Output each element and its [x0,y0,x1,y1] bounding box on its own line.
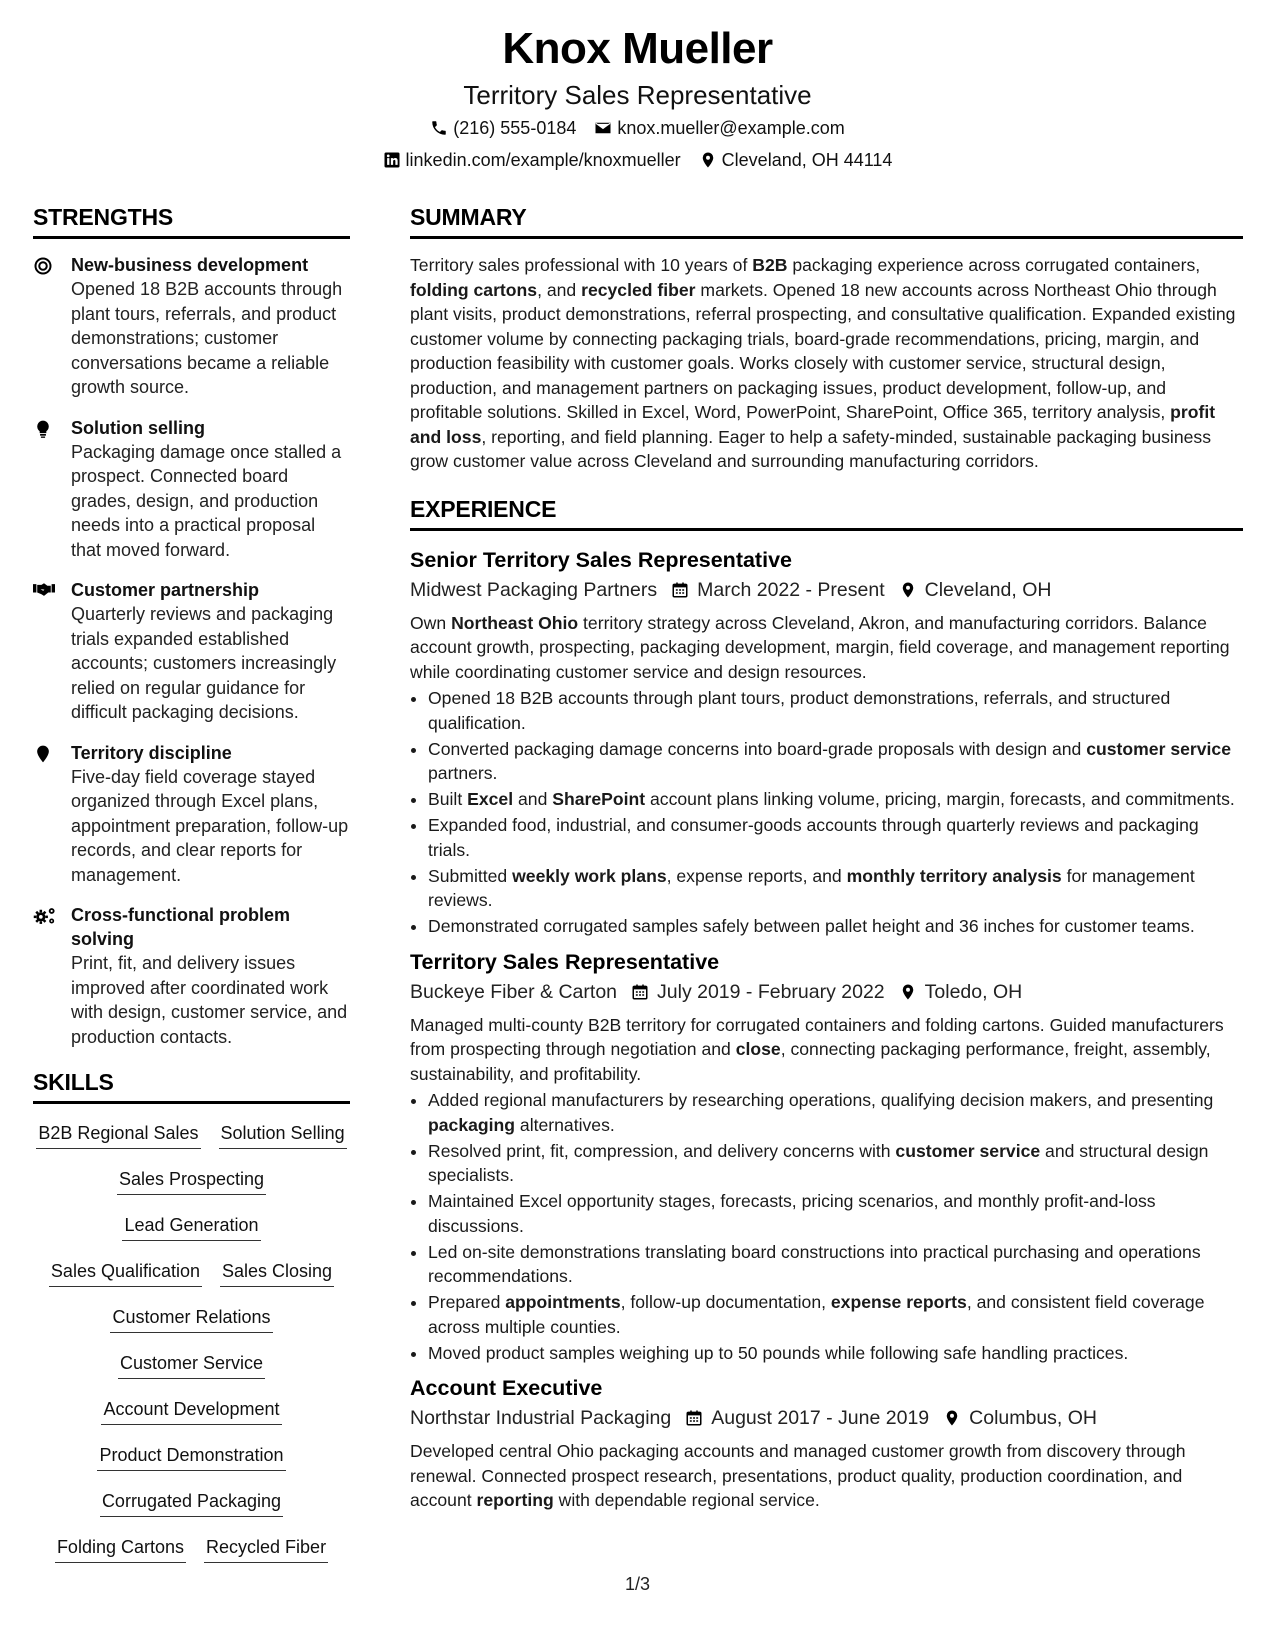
bullet-item [428,1240,1243,1289]
skill-tag: Customer Service [118,1350,265,1379]
bullet-item [428,864,1243,913]
strength-description: Quarterly reviews and packaging trials expanded established accounts; customers increasingly relied on regular guidance for difficult packaging decisions. [71,604,337,722]
skill-tag: Customer Relations [110,1304,272,1333]
job-description [410,611,1243,685]
text-segment: Maintained Excel opportunity stages, forecasts, pricing scenarios, and monthly profit-and-loss discussions. [428,1191,1156,1236]
experience-entry [410,545,1243,939]
text-segment: alternatives. [515,1114,615,1135]
bold-text: folding cartons [410,279,538,300]
text-segment: account plans linking volume, pricing, margin, forecasts, and commitments. [645,789,1235,809]
text-segment: , and [537,279,582,300]
text-segment: Submitted [428,865,513,886]
skills-row [33,1396,350,1442]
skill-tag: Folding Cartons [55,1534,186,1563]
bullet-item [428,787,1243,812]
linkedin-text: linkedin.com/example/knoxmueller [405,150,681,170]
text-segment: Moved product samples weighing up to 50 pounds while following safe handling practices. [428,1342,1129,1363]
job-dates: August 2017 - June 2019 [711,1407,930,1429]
skill-tag: Corrugated Packaging [100,1488,283,1517]
strength-title: Territory discipline [71,742,232,763]
skills-row [33,1350,350,1396]
text-segment: Converted packaging damage concerns into board-grade proposals with design and [428,738,1087,759]
text-segment: and [513,789,553,809]
strength-title: Cross-functional problem solving [71,905,291,949]
candidate-title: Territory Sales Representative [463,80,812,110]
strengths-list [33,253,350,1049]
skills-row [33,1488,350,1534]
job-meta [410,1403,1243,1433]
bold-text: appointments [505,1292,621,1312]
bold-text: close [735,1039,781,1059]
strength-item [33,253,350,400]
text-segment: Prepared [428,1292,506,1312]
experience-list [410,545,1243,1513]
phone-text: (216) 555-0184 [453,118,577,138]
text-segment: Own [410,612,452,633]
strength-description: Print, fit, and delivery issues improved after coordinated work with design, customer service, and production contacts. [71,953,348,1047]
bold-text: customer service [895,1140,1041,1161]
job-dates: July 2019 - February 2022 [657,980,885,1003]
text-segment: Demonstrated corrugated samples safely between pallet height and 36 inches for customer teams. [428,916,1195,936]
strength-item [33,903,350,1049]
job-dates: March 2022 - Present [697,578,885,601]
handshake-icon [33,578,71,725]
phone-icon [430,119,448,137]
linkedin-item[interactable] [383,144,681,176]
summary-text [410,253,1243,474]
gears-icon [33,903,71,1049]
job-bullets [410,686,1243,939]
bold-text: customer service [1086,738,1231,759]
text-segment: , follow-up documentation, [620,1292,831,1312]
bullet-item [428,737,1243,786]
skills-row [33,1258,350,1304]
text-segment: Managed multi-county B2B territory for corrugated containers and folding cartons. Guided manufacturers from prospecting through negotiation and [410,1014,1224,1059]
text-segment: for management reviews. [428,865,1195,910]
skill-tag: Sales Closing [220,1258,334,1287]
calendar-icon [671,581,689,599]
text-segment: Added regional manufacturers by researching operations, qualifying decision makers, and presenting [428,1090,1214,1110]
summary-heading: SUMMARY [410,200,1243,239]
contact-row-1 [0,112,1275,144]
skill-tag: B2B Regional Sales [36,1120,200,1149]
strengths-heading: STRENGTHS [33,200,350,239]
page-number: 1/3 [624,1574,651,1594]
map-marker-icon [899,580,917,600]
envelope-icon [594,119,612,137]
lightbulb-icon [33,416,71,563]
bold-text: B2B [752,255,788,275]
experience-heading: EXPERIENCE [410,492,1243,531]
job-description [410,1439,1243,1513]
job-role: Senior Territory Sales Representative [410,547,792,572]
bold-text: SharePoint [552,789,646,809]
bullet-item [428,1088,1243,1137]
text-segment: Developed central Ohio packaging accounts and managed customer growth from discovery through renewal. Connected prospect research, presentations, product quality, production coordination, and account [410,1441,1186,1510]
skills-row [33,1166,350,1212]
strength-description: Opened 18 B2B accounts through plant tours, referrals, and product demonstrations; customer conversations became a reliable growth source. [71,279,343,397]
job-location: Toledo, OH [924,980,1023,1003]
skills-row [33,1304,350,1350]
job-role: Account Executive [410,1376,603,1400]
text-segment: , expense reports, and [666,865,847,886]
bold-text: profit and loss [410,402,1216,447]
skills-row [33,1212,350,1258]
strength-description: Packaging damage once stalled a prospect. Connected board grades, design, and production needs into a practical proposal that moved forward. [71,441,342,560]
phone-item [430,112,576,144]
candidate-name: Knox Mueller [502,24,773,73]
text-segment: packaging experience across corrugated containers, [787,255,1201,275]
strength-item [33,578,350,725]
company-name: Northstar Industrial Packaging [410,1407,672,1429]
job-location: Cleveland, OH [924,578,1052,601]
skill-tag: Recycled Fiber [204,1534,328,1563]
text-segment: Led on-site demonstrations translating board constructions into practical purchasing and operations recommendations. [428,1241,1201,1286]
text-segment: Opened 18 B2B accounts through plant tours, product demonstrations, referrals, and structured qualification. [428,688,1171,733]
strength-description: Five-day field coverage stayed organized through Excel plans, appointment preparation, follow-up records, and clear reports for management. [71,766,349,885]
skills-row [33,1442,350,1488]
skill-tag: Product Demonstration [97,1442,285,1471]
skills-row [33,1120,350,1166]
experience-entry [410,947,1243,1366]
skill-tag: Sales Qualification [49,1258,202,1287]
text-segment: , and consistent field coverage across multiple counties. [428,1292,1205,1337]
strength-item [33,741,350,888]
text-segment: Built [428,789,468,809]
bold-text: weekly work plans [512,865,667,886]
strength-title: New-business development [71,255,309,275]
text-segment: , connecting packaging performance, freight, assembly, sustainability, and profitability. [410,1039,1211,1084]
calendar-icon [685,1409,703,1427]
bold-text: packaging [428,1114,516,1135]
bold-text: expense reports [830,1292,967,1312]
bullet-item [428,1189,1243,1238]
map-marker-icon [943,1408,961,1428]
bold-text: Northeast Ohio [451,612,579,633]
skills-heading: SKILLS [33,1065,350,1104]
job-description [410,1013,1243,1087]
location-text: Cleveland, OH 44114 [721,150,893,170]
bullet-item [428,813,1243,862]
strength-item [33,416,350,563]
left-column [33,200,350,1580]
text-segment: Expanded food, industrial, and consumer-goods accounts through quarterly reviews and packaging trials. [428,815,1199,860]
job-meta [410,575,1243,605]
skills-list [33,1118,350,1580]
text-segment: territory strategy across Cleveland, Akron, and manufacturing corridors. Balance account growth, prospecting, packaging development, margin, field coverage, and management reporting while coordinating customer service and design resources. [410,612,1230,682]
bold-text: reporting [476,1490,554,1510]
text-segment: Resolved print, fit, compression, and delivery concerns with [428,1140,896,1161]
text-segment: , reporting, and field planning. Eager to help a safety-minded, sustainable packaging business grow customer value across Cleveland and surrounding manufacturing corridors. [410,426,1212,471]
bold-text: recycled fiber [581,279,696,300]
bullet-item [428,686,1243,735]
job-location: Columbus, OH [969,1407,1098,1429]
map-marker-icon [699,151,717,169]
job-meta [410,977,1243,1007]
skill-tag: Account Development [101,1396,281,1425]
location-item [699,144,893,176]
bullet-item [428,1341,1243,1366]
skill-tag: Lead Generation [122,1212,260,1241]
calendar-icon [631,983,649,1001]
text-segment: and structural design specialists. [428,1140,1209,1185]
experience-entry [410,1373,1243,1513]
company-name: Buckeye Fiber & Carton [410,980,618,1003]
target-icon [33,253,71,400]
job-bullets [410,1088,1243,1365]
email-text: knox.mueller@example.com [617,118,845,138]
text-segment: partners. [428,763,498,783]
text-segment: Territory sales professional with 10 years of [410,255,753,275]
skill-tag: Sales Prospecting [117,1166,266,1195]
job-role: Territory Sales Representative [410,949,720,974]
email-item[interactable] [594,112,844,144]
bullet-item [428,914,1243,939]
company-name: Midwest Packaging Partners [410,578,658,601]
right-column [410,200,1243,1521]
strength-title: Solution selling [71,417,205,438]
map-marker-icon [899,982,917,1002]
map-pin-icon [33,741,71,888]
bold-text: Excel [467,789,514,809]
bullet-item [428,1139,1243,1188]
resume-header [0,18,1275,176]
skill-tag: Solution Selling [219,1120,347,1149]
linkedin-icon [383,151,401,169]
text-segment: with dependable regional service. [553,1490,820,1510]
bullet-item [428,1290,1243,1339]
text-segment: markets. Opened 18 new accounts across Northeast Ohio through plant visits, product demonstrations, referral prospecting, and consultative qualification. Expanded existing customer volume by connecting packaging trials, board-grade recommendations, pricing, margin, and production feasibility with customer goals. Works closely with customer service, structural design, production, and management partners on packaging issues, product development, follow-up, and profitable solutions. Skilled in Excel, Word, PowerPoint, SharePoint, Office 365, territory analysis, [410,279,1236,422]
strength-title: Customer partnership [71,580,260,600]
bold-text: monthly territory analysis [846,865,1062,886]
contact-row-2 [0,144,1275,176]
